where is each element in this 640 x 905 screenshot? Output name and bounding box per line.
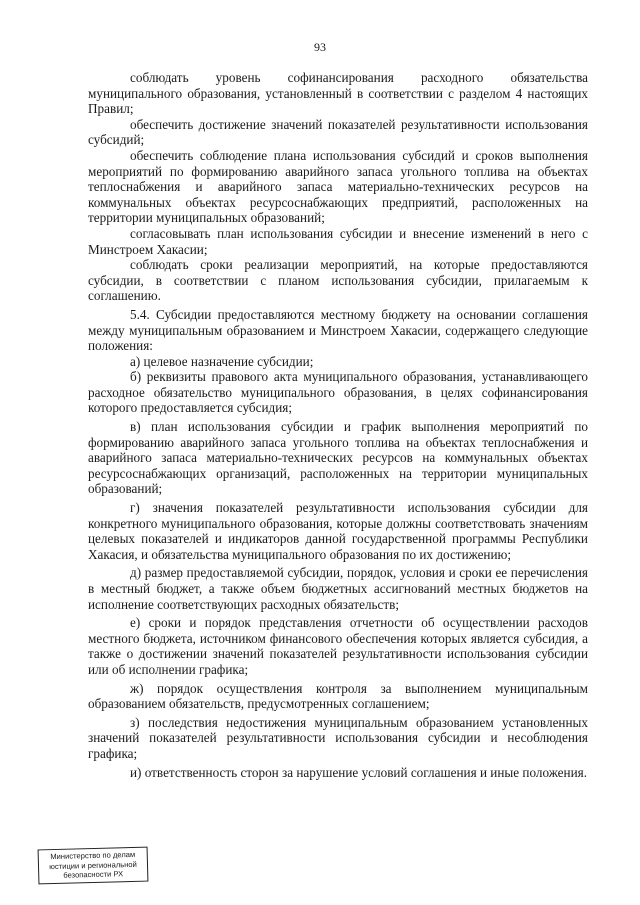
paragraph: обеспечить достижение значений показателей результативности использования субсидий; [88, 116, 588, 148]
paragraph: соблюдать сроки реализации мероприятий, на которые предоставляются субсидии, в соответствии с планом использования субсидии, прилагаемым к соглашению. [88, 257, 588, 304]
paragraph: ж) порядок осуществления контроля за выполнением муниципальным образованием обязательств, предусмотренных соглашением; [88, 680, 588, 712]
paragraph: з) последствия недостижения муниципальным образованием установленных значений показателей результативности использования субсидии и несоблюдения графика; [88, 714, 588, 761]
stamp-line: юстиции и региональной [49, 859, 137, 871]
paragraph: е) сроки и порядок представления отчетности об осуществлении расходов местного бюджета, источником финансового обеспечения которых является субсидия, а также о достижении значений показателей результативности использования субсидии или об исполнении графика; [88, 615, 588, 677]
stamp-line: безопасности РХ [63, 869, 124, 880]
document-body [88, 70, 588, 780]
paragraph: д) размер предоставляемой субсидии, порядок, условия и сроки ее перечисления в местный бюджет, а также объем бюджетных ассигнований местных бюджетов на исполнение соответствующих расходных обязательств; [88, 565, 588, 612]
paragraph: б) реквизиты правового акта муниципального образования, устанавливающего расходное обязательство муниципального образования, в целях софинансирования которого предоставляется субсидия; [88, 369, 588, 416]
paragraph: в) план использования субсидии и график выполнения мероприятий по формированию аварийного запаса угольного топлива на объектах теплоснабжения и аварийного запаса материально-технических ресурсов на коммунальных объектах ресурсоснабжающих организаций, расположенных на территории муниципальных образований; [88, 419, 588, 497]
paragraph: и) ответственность сторон за нарушение условий соглашения и иные положения. [130, 764, 588, 780]
paragraph: согласовывать план использования субсидии и внесение изменений в него с Минстроем Хакасии; [88, 225, 588, 257]
page-number: 93 [314, 40, 326, 54]
stamp-line: Министерство по делам [50, 849, 136, 862]
paragraph: 5.4. Субсидии предоставляются местному бюджету на основании соглашения между муниципальным образованием и Минстроем Хакасии, содержащего следующие положения: [88, 306, 588, 354]
paragraph: г) значения показателей результативности использования субсидии для конкретного муниципального образования, которые должны соответствовать значениям целевых показателей и индикаторов данной государственной программы Республики Хакасия, и обязательства муниципального образования по их достижению; [88, 500, 588, 562]
paragraph: а) целевое назначение субсидии; [130, 353, 314, 369]
paragraph: обеспечить соблюдение плана использования субсидий и сроков выполнения мероприятий по формированию аварийного запаса угольного топлива на объектах теплоснабжения и аварийного запаса материально-технических ресурсов на коммунальных объектах ресурсоснабжающих предприятий, расположенных на территории муниципальных образований; [88, 147, 588, 226]
paragraph: соблюдать уровень софинансирования расходного обязательства муниципального образования, установленный в соответствии с разделом 4 настоящих Правил; [88, 70, 588, 117]
ministry-stamp [38, 847, 149, 885]
